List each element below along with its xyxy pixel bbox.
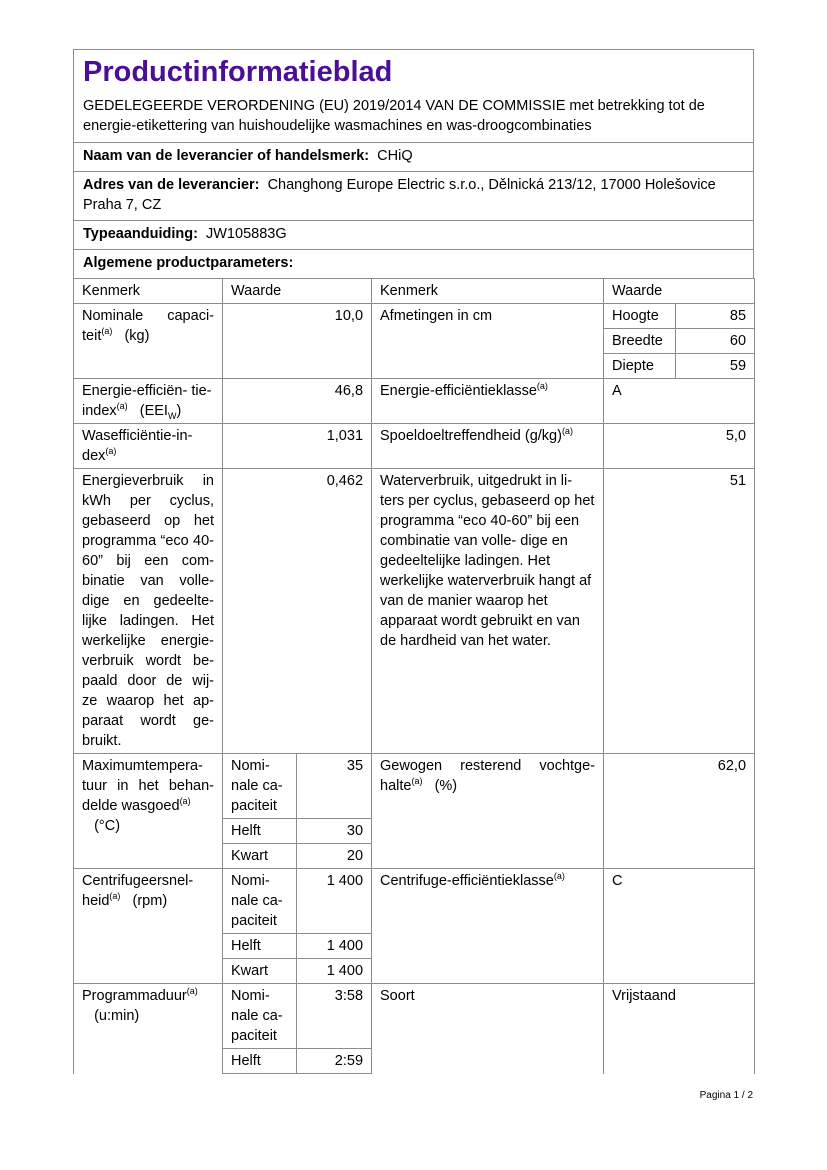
max-temp-quarter-value: 20 [297, 844, 372, 869]
spin-class-sup: (a) [553, 871, 565, 882]
energy-class-label-cell [372, 379, 604, 424]
program-duration-label: Programmaduur [82, 988, 187, 1004]
depth-label: Diepte [604, 354, 676, 379]
max-temp-nominal-value: 35 [297, 754, 372, 819]
wash-eff-label-cell [74, 424, 223, 469]
supplier-name-value: CHiQ [377, 148, 413, 164]
table-header-row [74, 279, 755, 304]
max-temp-half-label: Helft [223, 819, 297, 844]
spin-class-value: C [604, 869, 755, 984]
moisture-label-cell [372, 754, 604, 869]
spin-speed-nominal-value: 1 400 [297, 869, 372, 934]
eei-value: 46,8 [223, 379, 372, 424]
spin-speed-unit: (rpm) [132, 893, 168, 909]
spin-class-label: Centrifuge-efficiëntieklasse [380, 873, 554, 889]
program-duration-half-label: Helft [223, 1049, 297, 1074]
table-row-capacity [74, 304, 755, 329]
spin-speed-sup: (a) [109, 891, 121, 902]
general-params-label: Algemene productparameters: [83, 255, 294, 271]
program-duration-nominal-label: Nomi- nale ca- paciteit [223, 984, 297, 1049]
spin-speed-label-cell [74, 869, 223, 984]
program-duration-unit: (u:min) [94, 1008, 140, 1024]
eei-unit-sub: W [167, 410, 177, 421]
energy-class-sup: (a) [536, 381, 548, 392]
table-row-wash-efficiency [74, 424, 755, 469]
eei-unit-post: ) [176, 403, 182, 419]
model-row [73, 220, 754, 249]
regulation-text: GEDELEGEERDE VERORDENING (EU) 2019/2014 VAN DE COMMISSIE met betrekking tot de energie-etikettering van huishoudelijke wasmachines en was-droogcombinaties [83, 98, 705, 134]
table-row-eei [74, 379, 755, 424]
header-kenmerk-1: Kenmerk [74, 279, 223, 304]
water-consumption-value: 51 [604, 469, 755, 754]
table-row-program-duration [74, 984, 755, 1049]
moisture-label: Gewogen resterend vochtge- halte [380, 758, 596, 794]
header-kenmerk-2: Kenmerk [372, 279, 604, 304]
rinse-label: Spoeldoeltreffendheid (g/kg) [380, 428, 562, 444]
supplier-address-value: Changhong Europe Electric s.r.o., Dělnická 213/12, 17000 Holešovice Praha 7, CZ [83, 177, 716, 213]
width-label: Breedte [604, 329, 676, 354]
spin-speed-quarter-value: 1 400 [297, 959, 372, 984]
table-row-spin-speed [74, 869, 755, 934]
page-number: Pagina 1 / 2 [699, 1090, 753, 1101]
header-waarde-2: Waarde [604, 279, 755, 304]
energy-consumption-value: 0,462 [223, 469, 372, 754]
model-value: JW105883G [206, 226, 287, 242]
type-label: Soort [372, 984, 604, 1074]
rinse-sup: (a) [561, 426, 573, 437]
spin-speed-label: Centrifugeersnel- heid [82, 873, 194, 909]
spin-class-label-cell [372, 869, 604, 984]
header-waarde-1: Waarde [223, 279, 372, 304]
spin-speed-quarter-label: Kwart [223, 959, 297, 984]
supplier-address-row [73, 171, 754, 220]
capacity-label-cell [74, 304, 223, 379]
program-duration-label-cell [74, 984, 223, 1074]
moisture-sup: (a) [411, 776, 423, 787]
type-value: Vrijstaand [604, 984, 755, 1074]
max-temp-label-cell [74, 754, 223, 869]
capacity-sup: (a) [101, 326, 113, 337]
capacity-value: 10,0 [223, 304, 372, 379]
max-temp-quarter-label: Kwart [223, 844, 297, 869]
wash-eff-sup: (a) [105, 446, 117, 457]
dimensions-label: Afmetingen in cm [372, 304, 604, 379]
table-row-energy-consumption [74, 469, 755, 754]
moisture-value: 62,0 [604, 754, 755, 869]
capacity-label: Nominale capaci- teit [82, 308, 214, 344]
supplier-address-label: Adres van de leverancier: [83, 177, 260, 193]
eei-sup: (a) [116, 401, 128, 412]
depth-value: 59 [676, 354, 755, 379]
eei-label-cell [74, 379, 223, 424]
supplier-name-row [73, 142, 754, 171]
max-temp-half-value: 30 [297, 819, 372, 844]
spin-speed-half-value: 1 400 [297, 934, 372, 959]
model-label: Typeaanduiding: [83, 226, 198, 242]
sheet-header [73, 49, 754, 142]
wash-eff-value: 1,031 [223, 424, 372, 469]
max-temp-sup: (a) [179, 796, 191, 807]
height-label: Hoogte [604, 304, 676, 329]
energy-consumption-label: Energieverbruik in kWh per cyclus, gebaseerd op het programma “eco 40-60” bij een com- binatie van volle- dige en gedeelte- lijke ladingen. Het werkelijke energie- verbruik wordt be- paald door de wij- ze waarop het ap- paraat wordt ge- bruikt. [74, 469, 223, 754]
max-temp-nominal-label: Nomi- nale ca- paciteit [223, 754, 297, 819]
program-duration-sup: (a) [186, 986, 198, 997]
parameters-table [73, 278, 755, 1074]
max-temp-label: Maximumtempera- tuur in het behan- delde wasgoed [82, 758, 214, 814]
max-temp-unit: (°C) [94, 818, 121, 834]
wash-eff-label: Wasefficiëntie-in- dex [82, 428, 193, 464]
capacity-unit: (kg) [124, 328, 150, 344]
rinse-value: 5,0 [604, 424, 755, 469]
spin-speed-nominal-label: Nomi- nale ca- paciteit [223, 869, 297, 934]
product-information-sheet [73, 49, 754, 1074]
page-title: Productinformatieblad [83, 56, 393, 88]
moisture-unit: (%) [434, 778, 458, 794]
eei-unit-pre: (EEI [139, 403, 168, 419]
supplier-name-label: Naam van de leverancier of handelsmerk: [83, 148, 370, 164]
rinse-label-cell [372, 424, 604, 469]
spin-speed-half-label: Helft [223, 934, 297, 959]
program-duration-half-value: 2:59 [297, 1049, 372, 1074]
water-consumption-label: Waterverbruik, uitgedrukt in li- ters per cyclus, gebaseerd op het programma “eco 40-60” bij een combinatie van volle- dige en gedeeltelijke ladingen. Het werkelijke waterverbruik hangt af van de manier waarop het apparaat wordt gebruikt en van de hardheid van het water. [372, 469, 604, 754]
table-row-max-temp [74, 754, 755, 819]
energy-class-value: A [604, 379, 755, 424]
general-params-row [73, 249, 754, 278]
eei-label: Energie-efficiën- tie-index [82, 383, 212, 419]
height-value: 85 [676, 304, 755, 329]
width-value: 60 [676, 329, 755, 354]
program-duration-nominal-value: 3:58 [297, 984, 372, 1049]
energy-class-label: Energie-efficiëntieklasse [380, 383, 537, 399]
